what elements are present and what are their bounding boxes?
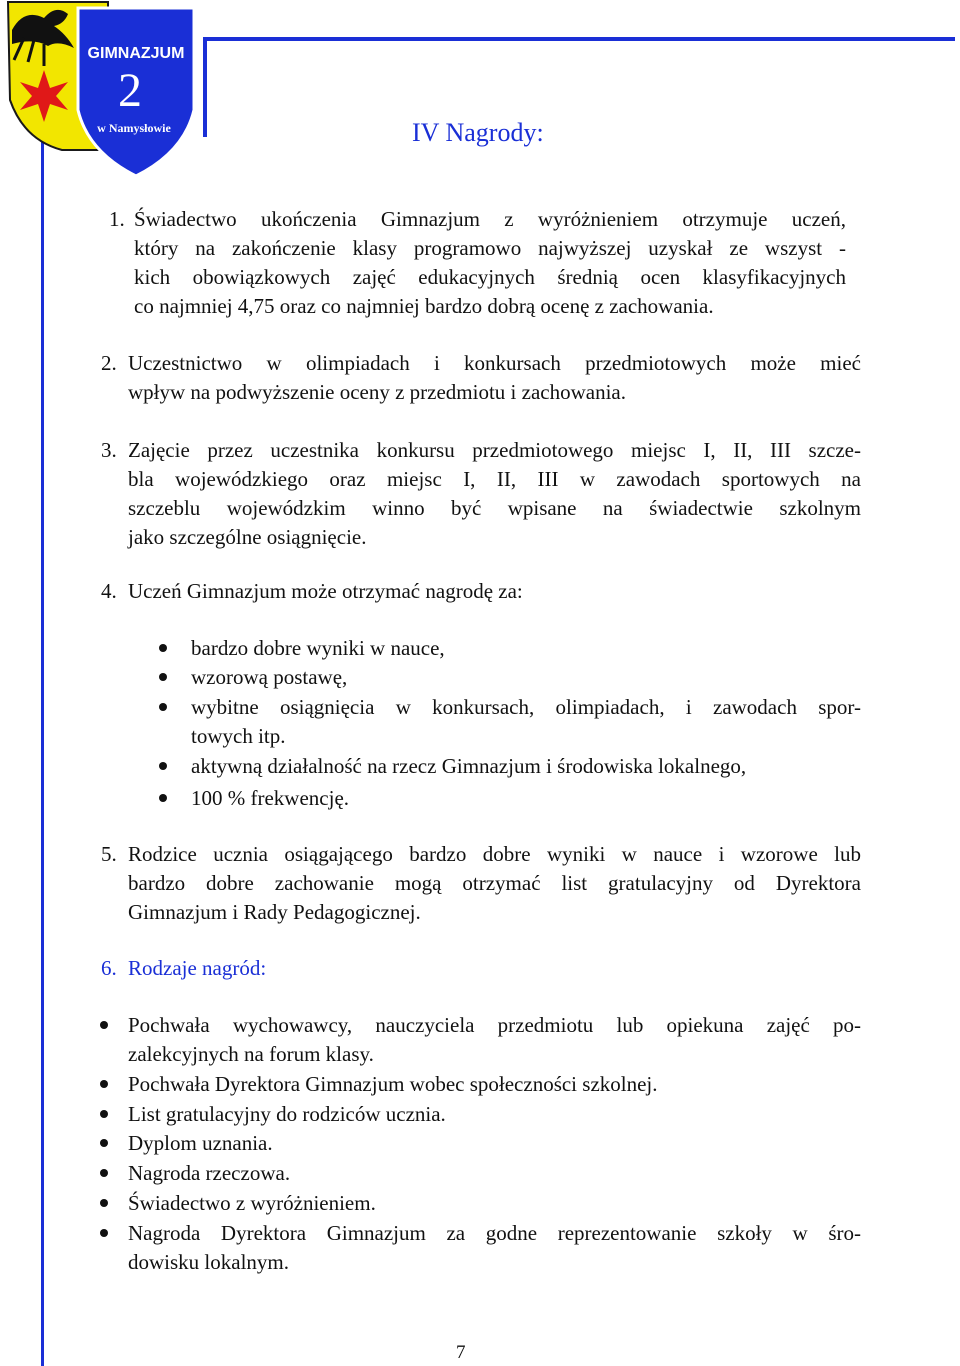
item-1-text xyxy=(134,205,846,321)
item-6-number: 6. xyxy=(101,956,117,980)
text-line: Nagroda rzeczowa. xyxy=(128,1161,291,1185)
text-line: dowisku lokalnym. xyxy=(128,1250,289,1274)
bullet-icon xyxy=(100,1080,108,1088)
text-line: kich obowiązkowych zajęć edukacyjnych średnią ocen klasyfikacyjnych xyxy=(134,265,846,289)
text-line: List gratulacyjny do rodziców ucznia. xyxy=(128,1102,446,1126)
text-line: wzorową postawę, xyxy=(191,665,348,689)
text-line: Świadectwo z wyróżnieniem. xyxy=(128,1191,376,1215)
header-corner-rule xyxy=(203,37,207,137)
list-item xyxy=(191,784,861,813)
text-line: który na zakończenie klasy programowo najwyższej uzyskał ze wszyst - xyxy=(134,236,846,260)
bullet-icon xyxy=(159,794,167,802)
list-item xyxy=(128,1011,861,1069)
item-4-text xyxy=(128,577,861,606)
text-line: co najmniej 4,75 oraz co najmniej bardzo dobrą ocenę z zachowania. xyxy=(134,294,714,318)
list-item xyxy=(191,663,861,692)
text-line: zalekcyjnych na forum klasy. xyxy=(128,1042,374,1066)
item-5-number: 5. xyxy=(101,842,117,866)
text-line: Pochwała wychowawcy, nauczyciela przedmiotu lub opiekuna zajęć po- xyxy=(128,1013,861,1037)
bullet-icon xyxy=(100,1229,108,1237)
text-line: 100 % frekwencję. xyxy=(191,786,350,810)
list-item xyxy=(191,634,861,663)
bullet-icon xyxy=(100,1199,108,1207)
item-4-number: 4. xyxy=(101,579,117,603)
list-item xyxy=(191,752,861,781)
crest-location: w Namysłowie xyxy=(97,121,171,135)
text-line: Nagroda Dyrektora Gimnazjum za godne reprezentowanie szkoły w śro- xyxy=(128,1221,861,1245)
text-line: aktywną działalność na rzecz Gimnazjum i środowiska lokalnego, xyxy=(191,754,747,778)
list-item xyxy=(191,693,861,751)
list-item xyxy=(128,1070,861,1099)
text-line: Rodzaje nagród: xyxy=(128,956,267,980)
page-number: 7 xyxy=(456,1342,466,1363)
section-heading: IV Nagrody: xyxy=(412,118,544,147)
left-margin-rule xyxy=(41,140,44,1366)
bullet-icon xyxy=(159,673,167,681)
item-5-text xyxy=(128,840,861,927)
item-1-number: 1. xyxy=(109,207,125,231)
crest-number: 2 xyxy=(118,64,142,117)
text-line: Pochwała Dyrektora Gimnazjum wobec społeczności szkolnej. xyxy=(128,1072,658,1096)
text-line: szczeblu wojewódzkim winno być wpisane na świadectwie szkolnym xyxy=(128,496,861,520)
bullet-icon xyxy=(159,703,167,711)
text-line: Uczeń Gimnazjum może otrzymać nagrodę za: xyxy=(128,579,523,603)
item-3-text xyxy=(128,436,861,552)
text-line: bardzo dobre zachowanie mogą otrzymać list gratulacyjny od Dyrektora xyxy=(128,871,861,895)
school-crest-logo xyxy=(4,0,200,178)
bullet-icon xyxy=(159,644,167,652)
item-6-title xyxy=(128,954,861,983)
list-item xyxy=(128,1129,861,1158)
bullet-icon xyxy=(100,1110,108,1118)
bullet-icon xyxy=(159,762,167,770)
item-2-number: 2. xyxy=(101,351,117,375)
list-item xyxy=(128,1189,861,1218)
text-line: Uczestnictwo w olimpiadach i konkursach przedmiotowych może mieć xyxy=(128,351,861,375)
text-line: wybitne osiągnięcia w konkursach, olimpiadach, i zawodach spor- xyxy=(191,695,861,719)
text-line: Gimnazjum i Rady Pedagogicznej. xyxy=(128,900,421,924)
text-line: Zajęcie przez uczestnika konkursu przedmiotowego miejsc I, II, III szcze- xyxy=(128,438,861,462)
crest-title: GIMNAZJUM xyxy=(87,45,185,62)
list-item xyxy=(128,1159,861,1188)
header-rule xyxy=(205,37,955,41)
item-2-text xyxy=(128,349,861,407)
text-line: Świadectwo ukończenia Gimnazjum z wyróżnieniem otrzymuje uczeń, xyxy=(134,207,846,231)
text-line: jako szczególne osiągnięcie. xyxy=(128,525,367,549)
list-item xyxy=(128,1100,861,1129)
list-item xyxy=(128,1219,861,1277)
text-line: bla wojewódzkiego oraz miejsc I, II, III w zawodach sportowych na xyxy=(128,467,861,491)
text-line: Dyplom uznania. xyxy=(128,1131,273,1155)
bullet-icon xyxy=(100,1169,108,1177)
bullet-icon xyxy=(100,1139,108,1147)
text-line: bardzo dobre wyniki w nauce, xyxy=(191,636,445,660)
text-line: towych itp. xyxy=(191,724,286,748)
bullet-icon xyxy=(100,1021,108,1029)
text-line: Rodzice ucznia osiągającego bardzo dobre wyniki w nauce i wzorowe lub xyxy=(128,842,861,866)
item-3-number: 3. xyxy=(101,438,117,462)
text-line: wpływ na podwyższenie oceny z przedmiotu i zachowania. xyxy=(128,380,626,404)
